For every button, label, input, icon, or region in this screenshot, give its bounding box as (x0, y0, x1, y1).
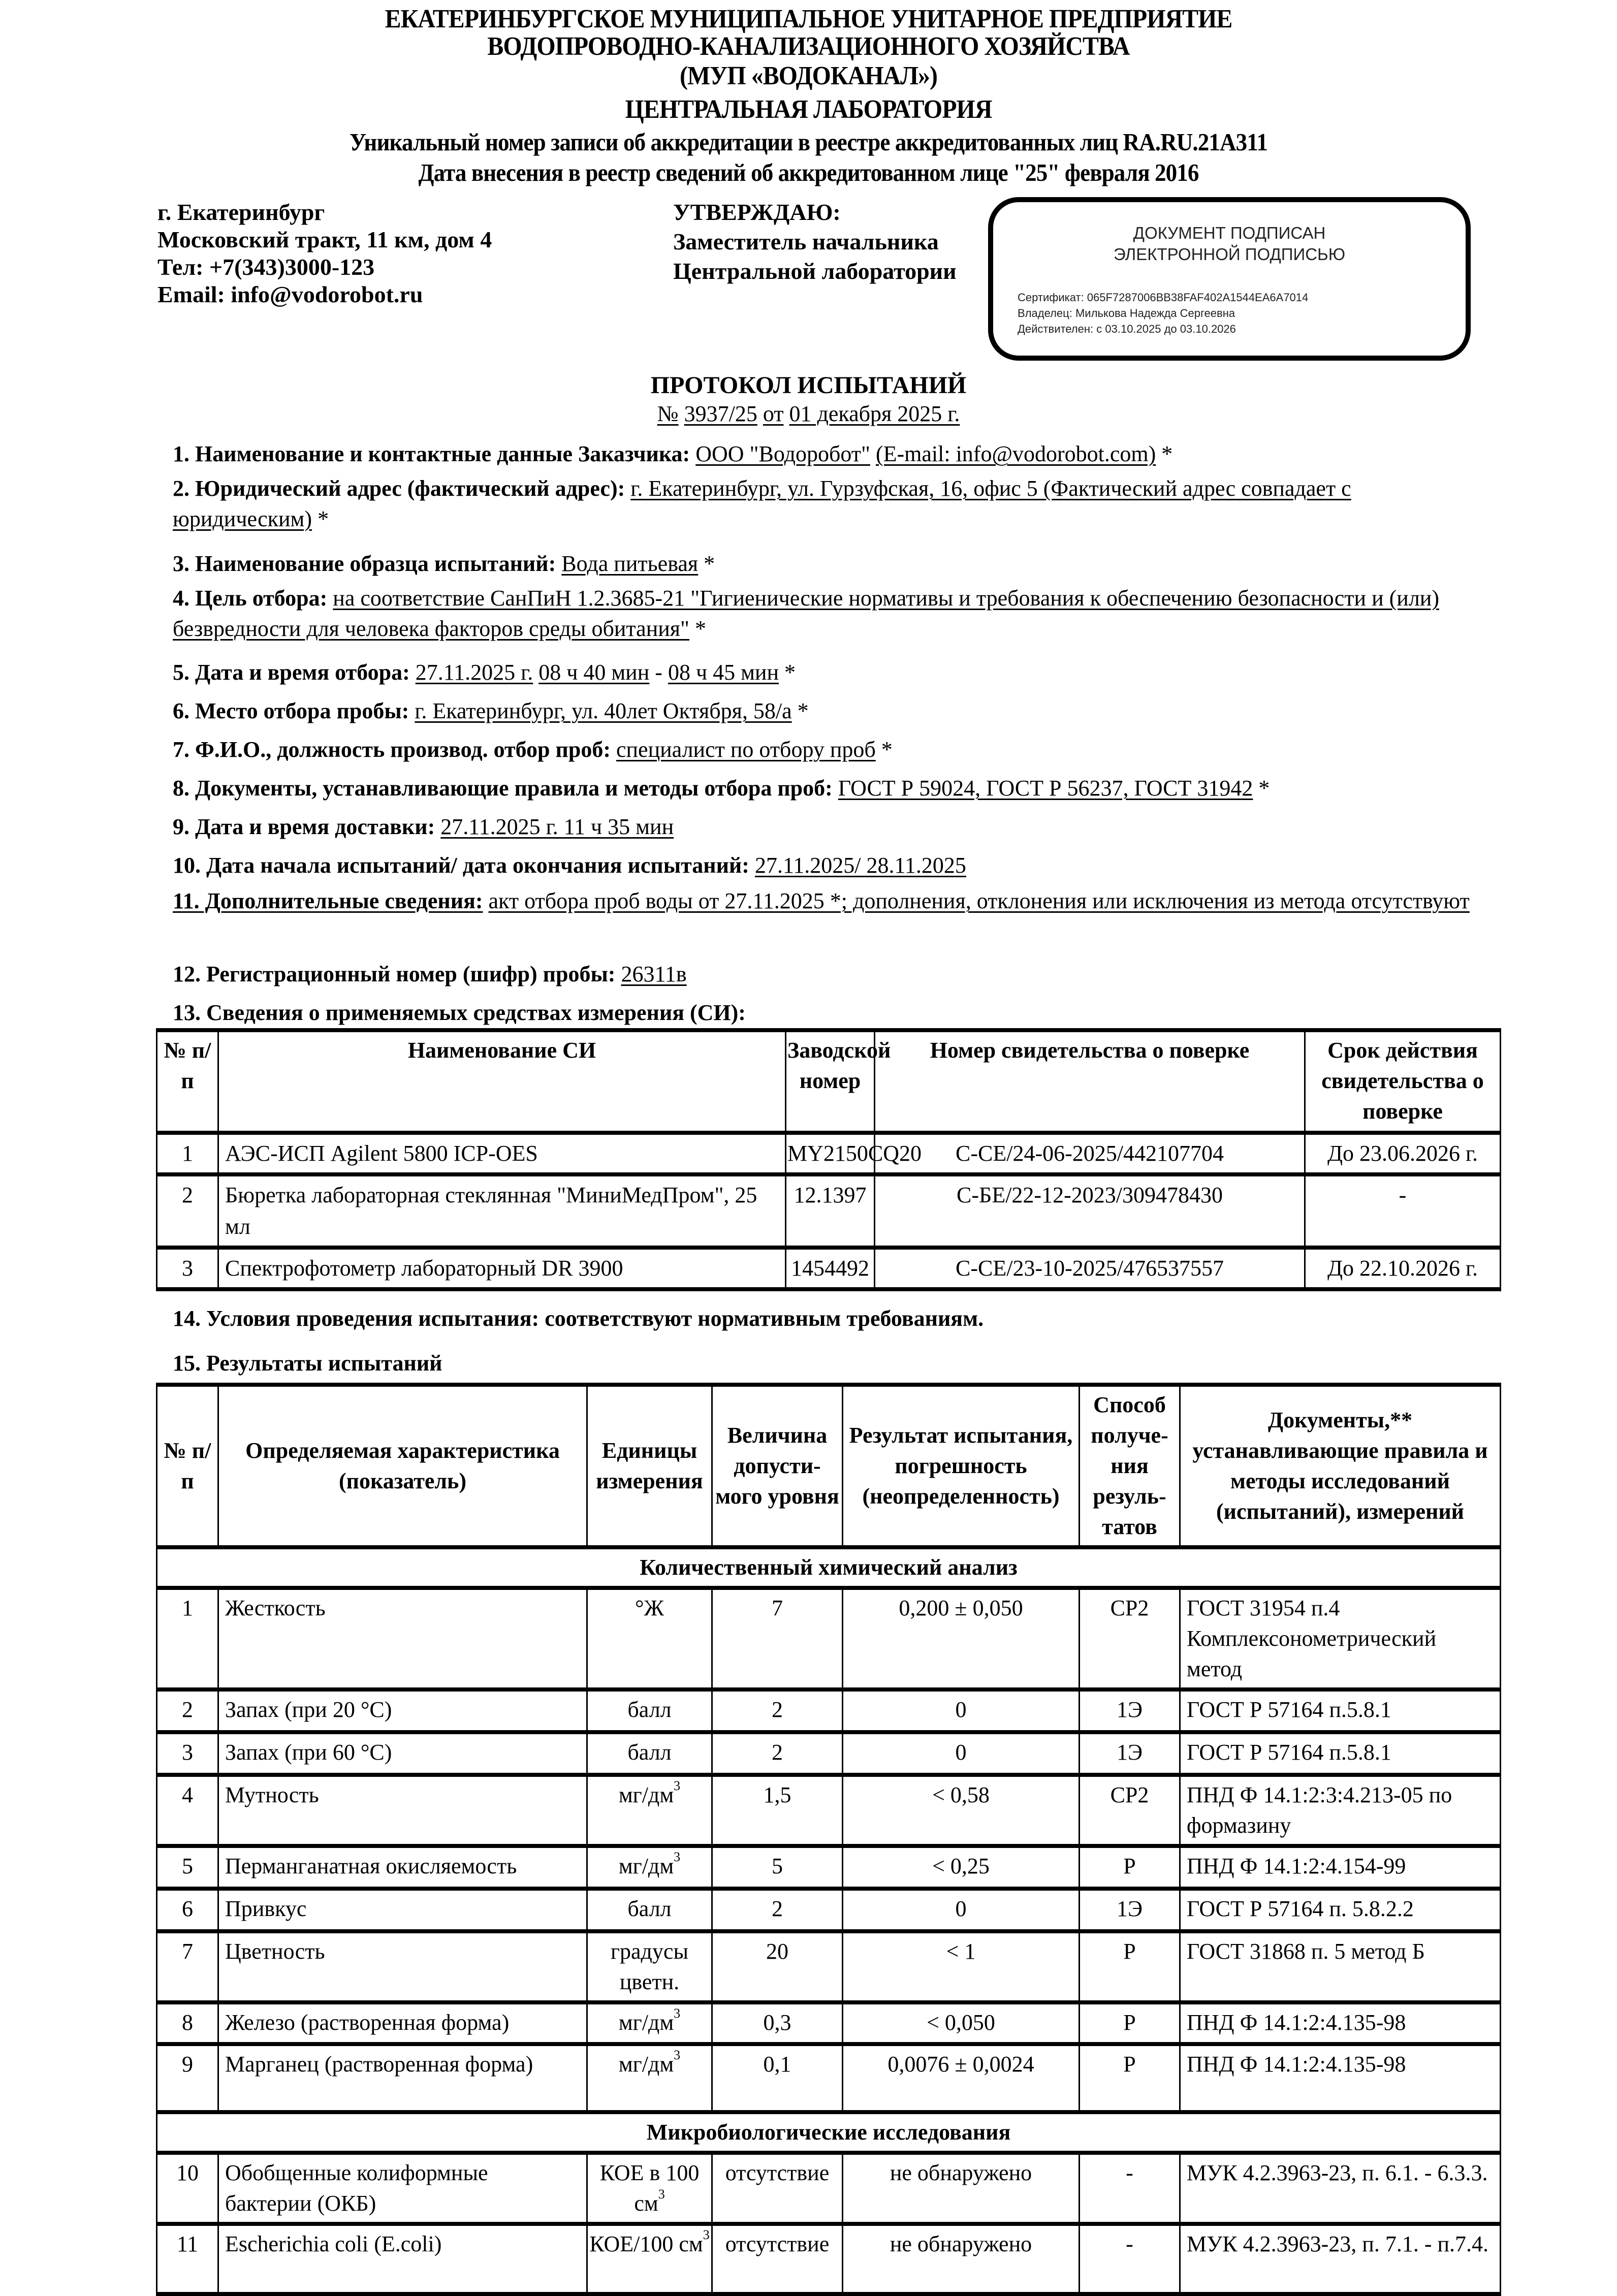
result-cell-limit: 2 (712, 1689, 843, 1732)
item-value-date: 27.11.2025 г. (415, 660, 533, 685)
stamp-title-line1: ДОКУМЕНТ ПОДПИСАН (1133, 224, 1326, 242)
result-cell-units (587, 1889, 712, 1931)
unit-superscript: 3 (703, 2227, 710, 2243)
item-label: 3. Наименование образца испытаний: (173, 551, 556, 576)
result-cell-units (587, 1732, 712, 1775)
result-cell-value: < 0,58 (843, 1775, 1080, 1846)
protocol-number-line (0, 400, 1617, 428)
result-cell-limit: отсутствие (712, 2224, 843, 2294)
item-label: 11. Дополнительные сведения: (173, 888, 483, 913)
si-cell-num: 2 (157, 1174, 218, 1248)
unit-text: градусы цветн. (610, 1939, 689, 1994)
contact-phone: Тел: +7(343)3000-123 (157, 254, 375, 280)
result-cell-value: не обнаружено (843, 2224, 1080, 2294)
item-suffix: * (875, 737, 893, 762)
item-label: 7. Ф.И.О., должность производ. отбор проб: (173, 737, 611, 762)
results-table (156, 1383, 1501, 2296)
result-cell-method: 1Э (1080, 1689, 1180, 1732)
protocol-date: 01 декабря 2025 г. (789, 401, 960, 426)
approval-position-line2: Центральной лаборатории (673, 258, 957, 284)
item-value: ГОСТ Р 59024, ГОСТ Р 56237, ГОСТ 31942 (838, 776, 1253, 801)
results-section-title: Количественный химический анализ (157, 1547, 1501, 1588)
si-table-header (157, 1030, 1501, 1133)
result-cell-units (587, 2044, 712, 2112)
result-cell-parameter: Escherichia coli (E.coli) (218, 2224, 587, 2294)
result-cell-limit: 20 (712, 1931, 843, 2002)
test-conditions: 14. Условия проведения испытания: соответствуют нормативным требованиям. (173, 1306, 984, 1331)
si-cell-validity: До 22.10.2026 г. (1305, 1248, 1501, 1289)
result-cell-units (587, 1775, 712, 1846)
item-suffix: * (689, 616, 707, 641)
si-table (156, 1028, 1501, 1291)
item-value: ООО "Водоробот" (695, 441, 870, 466)
protocol-number-prefix: № (657, 401, 679, 426)
item-delivery-datetime (173, 808, 1473, 846)
item-label: 2. Юридический адрес (фактический адрес): (173, 476, 625, 501)
si-cell-serial: 1454492 (786, 1248, 875, 1289)
results-header-units: Единицы измерения (587, 1385, 712, 1547)
si-cell-num: 3 (157, 1248, 218, 1289)
org-name-line2: ВОДОПРОВОДНО-КАНАЛИЗАЦИОННОГО ХОЗЯЙСТВА (487, 32, 1130, 61)
result-cell-method: - (1080, 2153, 1180, 2224)
si-cell-name: АЭС-ИСП Agilent 5800 ICP-OES (218, 1133, 786, 1174)
result-cell-document: МУК 4.2.3963-23, п. 6.1. - 6.3.3. (1180, 2153, 1501, 2224)
si-section-title: 13. Сведения о применяемых средствах измерения (СИ): (173, 1000, 746, 1025)
stamp-certificate: Сертификат: 065F7287006BB38FAF402A1544EA6A7014 (1018, 291, 1309, 304)
result-cell-limit: 0,3 (712, 2002, 843, 2044)
item-label: 9. Дата и время доставки: (173, 814, 435, 839)
protocol-title: ПРОТОКОЛ ИСПЫТАНИЙ (650, 372, 967, 399)
result-cell-limit: 7 (712, 1588, 843, 1689)
si-header-validity: Срок действия свидетельства о поверке (1305, 1030, 1501, 1133)
result-cell-units (587, 2002, 712, 2044)
result-cell-parameter: Железо (растворенная форма) (218, 2002, 587, 2044)
result-cell-num: 5 (157, 1846, 218, 1889)
si-cell-cert: С-БЕ/22-12-2023/309478430 (875, 1174, 1305, 1248)
result-cell-num: 4 (157, 1775, 218, 1846)
results-header-parameter: Определяемая характеристика (показатель) (218, 1385, 587, 1547)
item-suffix: * (698, 551, 715, 576)
result-cell-value: < 0,050 (843, 2002, 1080, 2044)
result-cell-num: 10 (157, 2153, 218, 2224)
result-cell-parameter: Обобщенные колиформные бактерии (ОКБ) (218, 2153, 587, 2224)
item-value-email: (E-mail: info@vodorobot.com) (875, 441, 1156, 466)
item-suffix: * (1253, 776, 1270, 801)
result-cell-units (587, 1689, 712, 1732)
result-cell-units (587, 1846, 712, 1889)
result-cell-units (587, 2153, 712, 2224)
results-table-row (157, 1689, 1501, 1732)
results-header-limit: Величина допусти-мого уровня (712, 1385, 843, 1547)
result-cell-parameter: Запах (при 60 °С) (218, 1732, 587, 1775)
result-cell-limit: 0,1 (712, 2044, 843, 2112)
item-value: специалист по отбору проб (616, 737, 876, 762)
item-label: 12. Регистрационный номер (шифр) пробы: (173, 962, 616, 986)
org-name-line1: ЕКАТЕРИНБУРГСКОЕ МУНИЦИПАЛЬНОЕ УНИТАРНОЕ ПРЕДПРИЯТИЕ (385, 5, 1232, 34)
org-short-name: (МУП «ВОДОКАНАЛ») (679, 61, 938, 90)
results-table-row (157, 1588, 1501, 1689)
item-suffix: * (779, 660, 796, 685)
item-sampling-documents (173, 769, 1473, 807)
result-cell-document: ГОСТ Р 57164 п.5.8.1 (1180, 1732, 1501, 1775)
si-cell-validity: До 23.06.2026 г. (1305, 1133, 1501, 1174)
item-value: 27.11.2025/ 28.11.2025 (754, 853, 966, 878)
results-table-row (157, 2153, 1501, 2224)
si-table-row (157, 1248, 1501, 1289)
result-cell-parameter: Перманганатная окисляемость (218, 1846, 587, 1889)
results-table-row (157, 1775, 1501, 1846)
accreditation-number: Уникальный номер записи об аккредитации в реестре аккредитованных лиц RA.RU.21А311 (349, 128, 1268, 156)
result-cell-limit: 2 (712, 1732, 843, 1775)
item-label: 8. Документы, устанавливающие правила и методы отбора проб: (173, 776, 833, 801)
item-value: 27.11.2025 г. 11 ч 35 мин (440, 814, 674, 839)
si-cell-name: Бюретка лабораторная стеклянная "МиниМедПром", 25 мл (218, 1174, 786, 1248)
unit-superscript: 3 (658, 2187, 665, 2202)
result-cell-value: 0,200 ± 0,050 (843, 1588, 1080, 1689)
item-value-time-start: 08 ч 40 мин (538, 660, 650, 685)
approval-position-line1: Заместитель начальника (673, 229, 939, 254)
unit-superscript: 3 (674, 2048, 681, 2063)
result-cell-parameter: Привкус (218, 1889, 587, 1931)
result-cell-num: 11 (157, 2224, 218, 2294)
result-cell-method: 1Э (1080, 1732, 1180, 1775)
item-value: 26311в (621, 962, 687, 986)
result-cell-units (587, 1931, 712, 2002)
unit-superscript: 3 (674, 2006, 681, 2021)
result-cell-document: ПНД Ф 14.1:2:3:4.213-05 по формазину (1180, 1775, 1501, 1846)
results-table-row (157, 1889, 1501, 1931)
item-additional-info (173, 886, 1473, 916)
result-cell-method: СР2 (1080, 1775, 1180, 1846)
result-cell-num: 3 (157, 1732, 218, 1775)
result-cell-parameter: Мутность (218, 1775, 587, 1846)
registry-date: Дата внесения в реестр сведений об аккредитованном лице "25" февраля 2016 (418, 158, 1199, 186)
item-label: 10. Дата начала испытаний/ дата окончания испытаний: (173, 853, 749, 878)
stamp-valid: Действителен: с 03.10.2025 до 03.10.2026 (1018, 323, 1236, 335)
item-sampling-datetime (173, 653, 1473, 691)
si-header-cert: Номер свидетельства о поверке (875, 1030, 1305, 1133)
item-value: на соответствие СанПиН 1.2.3685-21 "Гигиенические нормативы и требования к обеспечению безопасности и (или) безвредности для человека факторов среды обитания" (173, 586, 1439, 641)
result-cell-num: 7 (157, 1931, 218, 2002)
result-cell-value: 0,0076 ± 0,0024 (843, 2044, 1080, 2112)
results-table-row (157, 2044, 1501, 2112)
result-cell-method: СР2 (1080, 1588, 1180, 1689)
result-cell-value: не обнаружено (843, 2153, 1080, 2224)
protocol-number: 3937/25 (684, 401, 757, 426)
result-cell-document: ГОСТ 31954 п.4 Комплексонометрический метод (1180, 1588, 1501, 1689)
item-sample-name (173, 545, 1473, 583)
result-cell-document: ПНД Ф 14.1:2:4.135-98 (1180, 2044, 1501, 2112)
item-customer (173, 435, 1473, 473)
result-cell-num: 9 (157, 2044, 218, 2112)
si-cell-validity: - (1305, 1174, 1501, 1248)
e-signature-stamp (988, 197, 1471, 361)
result-cell-parameter: Жесткость (218, 1588, 587, 1689)
item-label: 1. Наименование и контактные данные Заказчика: (173, 441, 690, 466)
unit-text: мг/дм (618, 1854, 674, 1878)
results-header-documents: Документы,** устанавливающие правила и методы исследований (испытаний), измерений (1180, 1385, 1501, 1547)
item-label: 6. Место отбора пробы: (173, 698, 409, 723)
item-value-time-end: 08 ч 45 мин (668, 660, 779, 685)
stamp-owner: Владелец: Милькова Надежда Сергеевна (1018, 307, 1235, 320)
results-header-result: Результат испытания, погрешность (неопределенность) (843, 1385, 1080, 1547)
si-cell-cert: С-СЕ/24-06-2025/442107704 (875, 1133, 1305, 1174)
result-cell-document: ПНД Ф 14.1:2:4.154-99 (1180, 1846, 1501, 1889)
result-cell-parameter: Запах (при 20 °С) (218, 1689, 587, 1732)
protocol-from: от (763, 401, 784, 426)
result-cell-num: 6 (157, 1889, 218, 1931)
item-value: Вода питьевая (561, 551, 699, 576)
result-cell-units (587, 2224, 712, 2294)
si-cell-serial: MY2150CQ20 (786, 1133, 875, 1174)
result-cell-value: < 1 (843, 1931, 1080, 2002)
approval-label: УТВЕРЖДАЮ: (673, 199, 841, 225)
item-suffix: * (312, 506, 329, 531)
result-cell-units (587, 1588, 712, 1689)
result-cell-limit: отсутствие (712, 2153, 843, 2224)
contact-city: г. Екатеринбург (157, 199, 325, 225)
result-cell-num: 8 (157, 2002, 218, 2044)
item-value: г. Екатеринбург, ул. Гурзуфская, 16, офис 5 (Фактический адрес совпадает с юридическим) (173, 476, 1351, 531)
result-cell-value: 0 (843, 1732, 1080, 1775)
unit-text: балл (627, 1740, 672, 1765)
results-section-title: Микробиологические исследования (157, 2112, 1501, 2153)
unit-text: мг/дм (618, 1782, 674, 1807)
item-label: 4. Цель отбора: (173, 586, 328, 611)
result-cell-method: 1Э (1080, 1889, 1180, 1931)
unit-superscript: 3 (674, 1849, 681, 1865)
results-table-row (157, 1931, 1501, 2002)
unit-text: балл (627, 1896, 672, 1921)
si-cell-name: Спектрофотометр лабораторный DR 3900 (218, 1248, 786, 1289)
item-suffix: * (1156, 441, 1173, 466)
result-cell-document: ПНД Ф 14.1:2:4.135-98 (1180, 2002, 1501, 2044)
result-cell-method: Р (1080, 2002, 1180, 2044)
result-cell-value: 0 (843, 1689, 1080, 1732)
item-sampling-purpose (173, 583, 1473, 644)
item-test-dates (173, 846, 1473, 884)
results-section-row (157, 1547, 1501, 1588)
item-registration-number (173, 955, 1473, 993)
unit-text: мг/дм (618, 2052, 674, 2077)
unit-text: °Ж (635, 1596, 664, 1620)
results-table-row (157, 1846, 1501, 1889)
results-title: 15. Результаты испытаний (173, 1351, 442, 1376)
result-cell-method: Р (1080, 1931, 1180, 2002)
stamp-title-line2: ЭЛЕКТРОННОЙ ПОДПИСЬЮ (1113, 245, 1346, 264)
item-separator: - (649, 660, 668, 685)
contact-address: Московский тракт, 11 км, дом 4 (157, 227, 492, 252)
si-header-num: № п/п (157, 1030, 218, 1133)
result-cell-document: МУК 4.2.3963-23, п. 7.1. - п.7.4. (1180, 2224, 1501, 2294)
result-cell-method: Р (1080, 1846, 1180, 1889)
si-table-row (157, 1174, 1501, 1248)
result-cell-limit: 5 (712, 1846, 843, 1889)
si-header-name: Наименование СИ (218, 1030, 786, 1133)
item-value: г. Екатеринбург, ул. 40лет Октября, 58/а (415, 698, 792, 723)
unit-text: КОЕ/100 см (589, 2231, 703, 2256)
result-cell-method: Р (1080, 2044, 1180, 2112)
result-cell-value: < 0,25 (843, 1846, 1080, 1889)
results-table-header (157, 1385, 1501, 1547)
result-cell-document: ГОСТ Р 57164 п. 5.8.2.2 (1180, 1889, 1501, 1931)
results-header-method: Способ получе-ния резуль-татов (1080, 1385, 1180, 1547)
result-cell-limit: 1,5 (712, 1775, 843, 1846)
results-table-row (157, 2224, 1501, 2294)
si-table-row (157, 1133, 1501, 1174)
si-cell-num: 1 (157, 1133, 218, 1174)
unit-text: мг/дм (618, 2010, 674, 2035)
result-cell-parameter: Цветность (218, 1931, 587, 2002)
unit-text: КОЕ в 100 см (599, 2160, 700, 2216)
result-cell-method: - (1080, 2224, 1180, 2294)
si-cell-serial: 12.1397 (786, 1174, 875, 1248)
results-table-row (157, 1732, 1501, 1775)
item-suffix: * (791, 698, 809, 723)
results-table-row (157, 2002, 1501, 2044)
item-legal-address (173, 473, 1473, 534)
result-cell-num: 1 (157, 1588, 218, 1689)
result-cell-parameter: Марганец (растворенная форма) (218, 2044, 587, 2112)
lab-name: ЦЕНТРАЛЬНАЯ ЛАБОРАТОРИЯ (625, 95, 992, 124)
unit-superscript: 3 (674, 1778, 681, 1794)
results-header-num: № п/п (157, 1385, 218, 1547)
result-cell-limit: 2 (712, 1889, 843, 1931)
si-cell-cert: С-СЕ/23-10-2025/476537557 (875, 1248, 1305, 1289)
result-cell-value: 0 (843, 1889, 1080, 1931)
item-value: акт отбора проб воды от 27.11.2025 *; дополнения, отклонения или исключения из метода отсутствуют (488, 888, 1470, 913)
result-cell-num: 2 (157, 1689, 218, 1732)
si-header-serial: Заводской номер (786, 1030, 875, 1133)
results-section-row (157, 2112, 1501, 2153)
item-label: 5. Дата и время отбора: (173, 660, 410, 685)
result-cell-document: ГОСТ 31868 п. 5 метод Б (1180, 1931, 1501, 2002)
item-sampler (173, 730, 1473, 769)
unit-text: балл (627, 1697, 672, 1722)
result-cell-document: ГОСТ Р 57164 п.5.8.1 (1180, 1689, 1501, 1732)
item-sampling-place (173, 692, 1473, 730)
contact-email: Email: info@vodorobot.ru (157, 281, 423, 307)
